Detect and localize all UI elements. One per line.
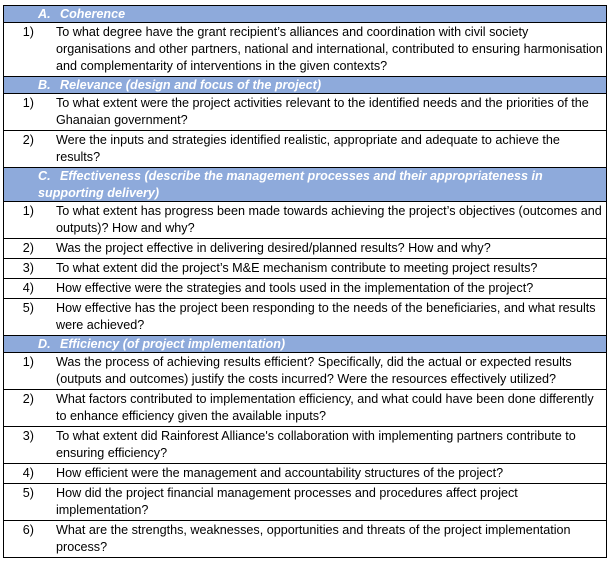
question-text: To what degree have the grant recipient’s alliances and coordination with civil society organisations and other partners, national and international, contributed to ensuring harmonisation and complementarity of interventions in the given contexts?: [56, 25, 603, 73]
question-row: [4, 279, 607, 299]
section-header-coherence: [4, 6, 607, 23]
question-row: [4, 23, 607, 77]
section-header-efficiency: [4, 336, 607, 353]
question-number: 6): [22, 523, 34, 537]
section-title: Effectiveness (describe the management processes and their appropriateness in supporting delivery): [38, 169, 543, 200]
question-row: [4, 390, 607, 427]
question-text: What are the strengths, weaknesses, opportunities and threats of the project implementation process?: [56, 523, 571, 554]
question-number: 2): [22, 133, 34, 147]
question-row: [4, 353, 607, 390]
question-text: How effective has the project been responding to the needs of the beneficiaries, and what results were achieved?: [56, 301, 596, 332]
question-text: To what extent did the project’s M&E mechanism contribute to meeting project results?: [56, 261, 538, 275]
section-letter: C.: [38, 169, 51, 183]
question-number: 1): [22, 355, 34, 369]
question-number: 2): [22, 392, 34, 406]
question-row: [4, 94, 607, 131]
question-number: 3): [22, 429, 34, 443]
question-row: [4, 484, 607, 521]
question-text: To what extent has progress been made towards achieving the project’s objectives (outcomes and outputs)? How and why?: [56, 204, 602, 235]
question-number: 3): [22, 261, 34, 275]
question-row: [4, 239, 607, 259]
question-row: [4, 521, 607, 558]
question-text: To what extent were the project activities relevant to the identified needs and the priorities of the Ghanaian government?: [56, 96, 589, 127]
question-text: Was the project effective in delivering desired/planned results? How and why?: [56, 241, 491, 255]
question-number: 4): [22, 466, 34, 480]
question-row: [4, 299, 607, 336]
section-title: Relevance (design and focus of the project): [60, 78, 322, 92]
question-row: [4, 464, 607, 484]
section-header-effectiveness: [4, 168, 607, 202]
question-row: [4, 427, 607, 464]
question-row: [4, 259, 607, 279]
question-text: Were the inputs and strategies identified realistic, appropriate and adequate to achieve the results?: [56, 133, 560, 164]
question-number: 1): [22, 25, 34, 39]
question-number: 5): [22, 486, 34, 500]
section-letter: D.: [38, 337, 51, 351]
question-number: 4): [22, 281, 34, 295]
section-letter: A.: [38, 7, 51, 21]
question-row: [4, 202, 607, 239]
question-text: To what extent did Rainforest Alliance's collaboration with implementing partners contribute to ensuring efficiency?: [56, 429, 576, 460]
section-header-relevance: [4, 77, 607, 94]
section-title: Coherence: [60, 7, 126, 21]
section-title: Efficiency (of project implementation): [60, 337, 286, 351]
question-text: How efficient were the management and accountability structures of the project?: [56, 466, 504, 480]
question-number: 2): [22, 241, 34, 255]
question-text: How did the project financial management processes and procedures affect project implementation?: [56, 486, 518, 517]
question-text: What factors contributed to implementation efficiency, and what could have been done differently to enhance efficiency given the available inputs?: [56, 392, 594, 423]
evaluation-questions-table: [3, 5, 607, 558]
section-letter: B.: [38, 78, 51, 92]
question-text: Was the process of achieving results efficient? Specifically, did the actual or expected results (outputs and outcomes) justify the costs incurred? Were the resources effectively utilized?: [56, 355, 572, 386]
question-number: 1): [22, 96, 34, 110]
question-number: 1): [22, 204, 34, 218]
question-number: 5): [22, 301, 34, 315]
question-text: How effective were the strategies and tools used in the implementation of the project?: [56, 281, 534, 295]
evaluation-questions-document: [3, 5, 607, 558]
question-row: [4, 131, 607, 168]
